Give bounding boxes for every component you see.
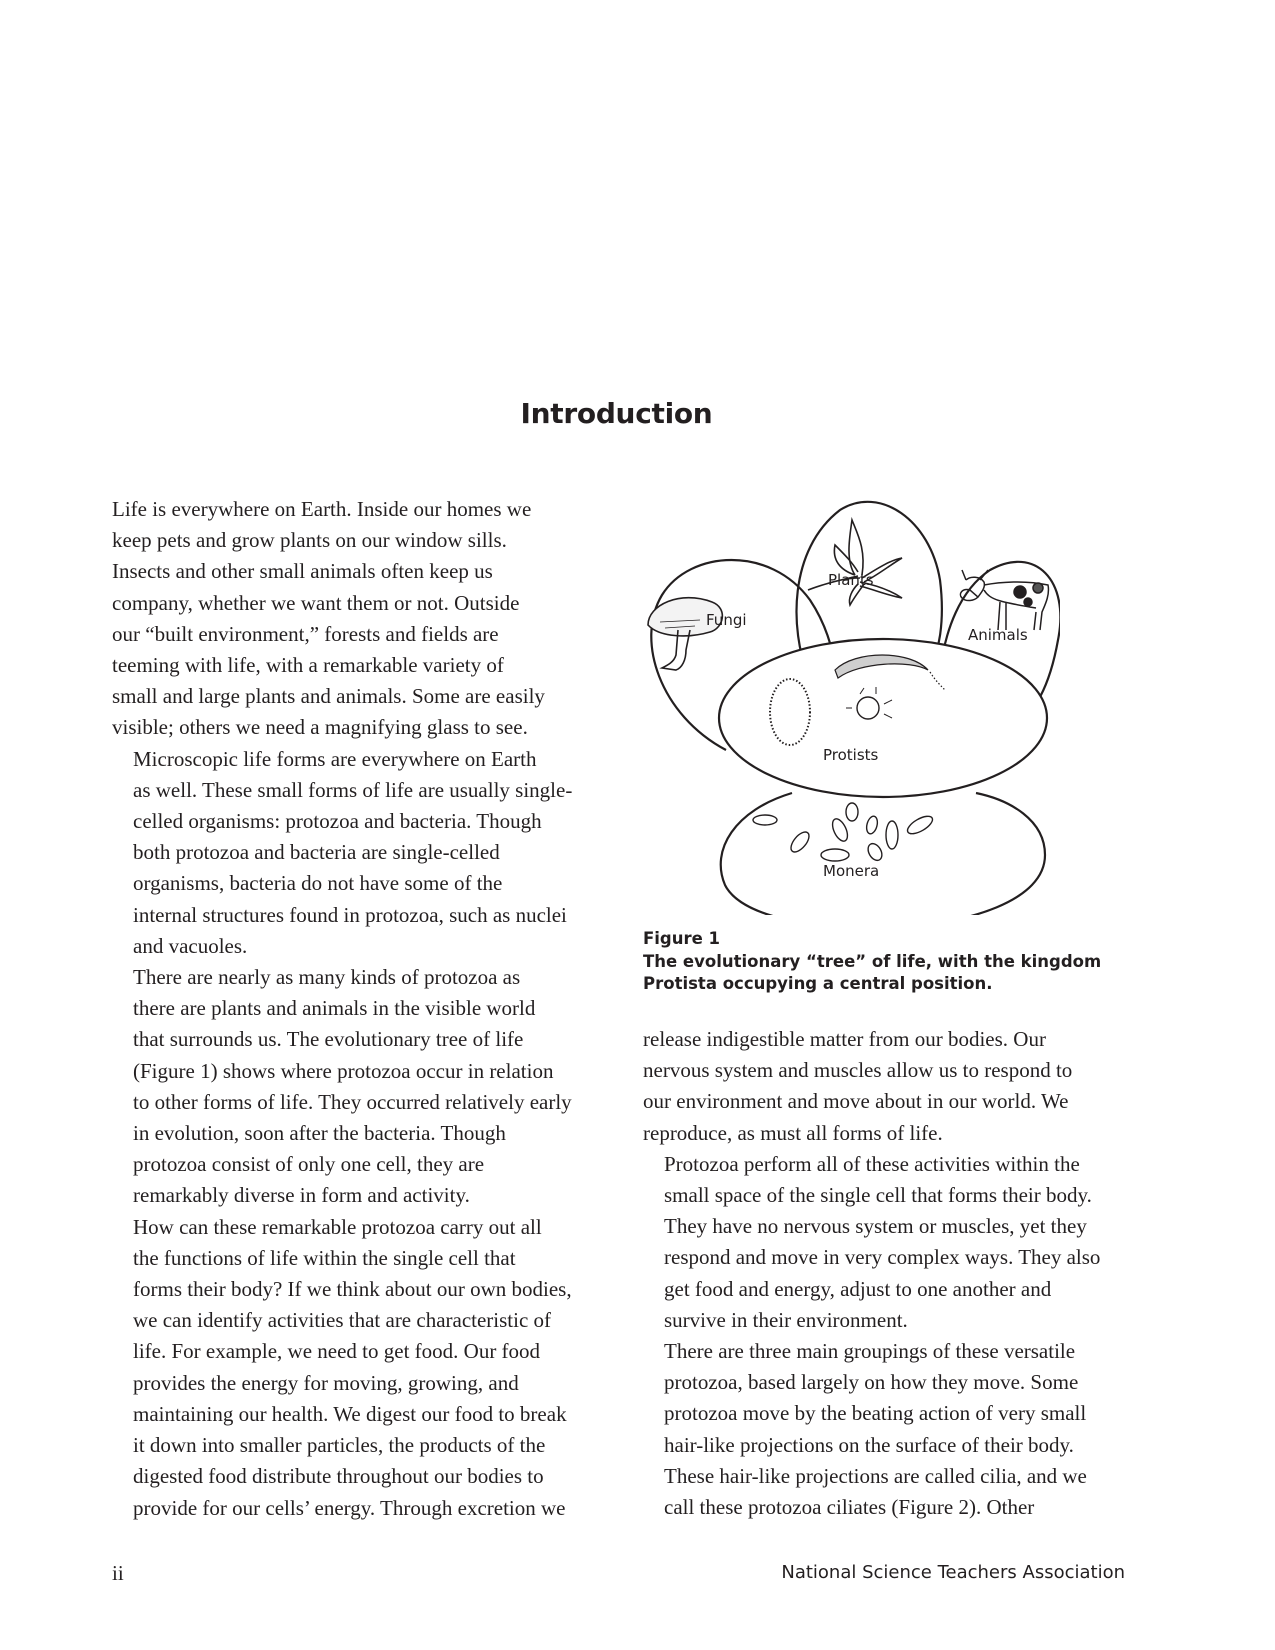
text-line: visible; others we need a magnifying glass to see. — [112, 715, 528, 740]
text-line: (Figure 1) shows where protozoa occur in relation — [133, 1058, 554, 1083]
left-column — [112, 494, 602, 1524]
paragraph — [112, 1212, 602, 1524]
text-line: get food and energy, adjust to one another and — [664, 1276, 1052, 1301]
text-line: company, whether we want them or not. Outside — [112, 590, 520, 615]
bacteria-icons — [753, 803, 935, 863]
text-line: that surrounds us. The evolutionary tree of life — [133, 1027, 524, 1052]
text-line: there are plants and animals in the visible world — [133, 996, 536, 1021]
figure-caption — [643, 928, 1103, 996]
text-line: forms their body? If we think about our own bodies, — [133, 1277, 572, 1302]
protists-label: Protists — [823, 746, 879, 764]
text-line: small and large plants and animals. Some are easily — [112, 684, 545, 709]
text-line: our environment and move about in our world. We — [643, 1089, 1069, 1114]
fungi-label: Fungi — [706, 611, 747, 629]
paragraph — [643, 1336, 1133, 1523]
text-line: These hair-like projections are called cilia, and we — [664, 1463, 1087, 1488]
text-line: nervous system and muscles allow us to respond to — [643, 1058, 1073, 1083]
plants-label: Plants — [828, 571, 874, 589]
monera-label: Monera — [823, 862, 880, 880]
paragraph — [643, 1024, 1133, 1149]
text-line: the functions of life within the single cell that — [133, 1245, 516, 1270]
figure-caption-line: The evolutionary “tree” of life, with the kingdom — [643, 951, 1102, 971]
text-line: reproduce, as must all forms of life. — [643, 1120, 943, 1145]
text-line: small space of the single cell that forms their body. — [664, 1183, 1092, 1208]
text-line: There are three main groupings of these versatile — [664, 1339, 1076, 1364]
text-line: to other forms of life. They occurred relatively early — [133, 1089, 572, 1114]
text-line: in evolution, soon after the bacteria. Though — [133, 1121, 506, 1146]
right-column — [643, 1024, 1133, 1523]
text-line: internal structures found in protozoa, such as nuclei — [133, 902, 567, 927]
text-line: protozoa, based largely on how they move. Some — [664, 1370, 1079, 1395]
text-line: protozoa consist of only one cell, they are — [133, 1152, 485, 1177]
paragraph — [112, 494, 602, 744]
mushroom-icon — [648, 598, 722, 670]
text-line: maintaining our health. We digest our food to break — [133, 1401, 567, 1426]
figure-caption-line: Protista occupying a central position. — [643, 974, 993, 993]
text-line: respond and move in very complex ways. They also — [664, 1245, 1101, 1270]
animals-label: Animals — [968, 626, 1028, 644]
text-line: keep pets and grow plants on our window sills. — [112, 528, 507, 553]
text-line: They have no nervous system or muscles, yet they — [664, 1214, 1087, 1239]
page-number: ii — [112, 1561, 124, 1585]
text-line: digested food distribute throughout our bodies to — [133, 1464, 544, 1489]
text-line: protozoa move by the beating action of very small — [664, 1401, 1087, 1426]
text-line: as well. These small forms of life are usually single- — [133, 777, 573, 802]
text-line: Life is everywhere on Earth. Inside our homes we — [112, 497, 532, 521]
footer-organization: National Science Teachers Association — [781, 1562, 1125, 1583]
text-line: our “built environment,” forests and fields are — [112, 621, 499, 646]
tree-of-life-figure — [640, 490, 1060, 915]
text-line: hair-like projections on the surface of their body. — [664, 1432, 1074, 1457]
page-title: Introduction — [520, 396, 713, 430]
text-line: it down into smaller particles, the products of the — [133, 1433, 546, 1458]
figure-caption-title: Figure 1 — [643, 929, 721, 948]
paragraph — [112, 744, 602, 962]
text-line: There are nearly as many kinds of protozoa as — [133, 965, 521, 990]
monera-bubble — [721, 793, 1045, 915]
text-line: provides the energy for moving, growing, and — [133, 1370, 519, 1395]
text-line: we can identify activities that are characteristic of — [133, 1308, 552, 1333]
text-line: Microscopic life forms are everywhere on Earth — [133, 746, 537, 771]
text-line: celled organisms: protozoa and bacteria. Though — [133, 809, 542, 834]
text-line: teeming with life, with a remarkable variety of — [112, 653, 504, 678]
text-line: Insects and other small animals often keep us — [112, 559, 493, 584]
text-line: provide for our cells’ energy. Through excretion we — [133, 1495, 566, 1520]
text-line: remarkably diverse in form and activity. — [133, 1183, 470, 1208]
plant-icon — [808, 520, 902, 605]
text-line: How can these remarkable protozoa carry out all — [133, 1214, 542, 1239]
text-line: survive in their environment. — [664, 1307, 908, 1332]
text-line: organisms, bacteria do not have some of the — [133, 871, 503, 896]
cow-icon — [960, 570, 1048, 630]
text-line: Protozoa perform all of these activities within the — [664, 1151, 1080, 1176]
paragraph — [643, 1149, 1133, 1336]
text-line: and vacuoles. — [133, 933, 248, 958]
text-line: both protozoa and bacteria are single-celled — [133, 840, 500, 865]
text-line: release indigestible matter from our bodies. Our — [643, 1027, 1046, 1051]
text-line: call these protozoa ciliates (Figure 2). Other — [664, 1495, 1035, 1520]
text-line: life. For example, we need to get food. Our food — [133, 1339, 541, 1364]
paragraph — [112, 962, 602, 1212]
